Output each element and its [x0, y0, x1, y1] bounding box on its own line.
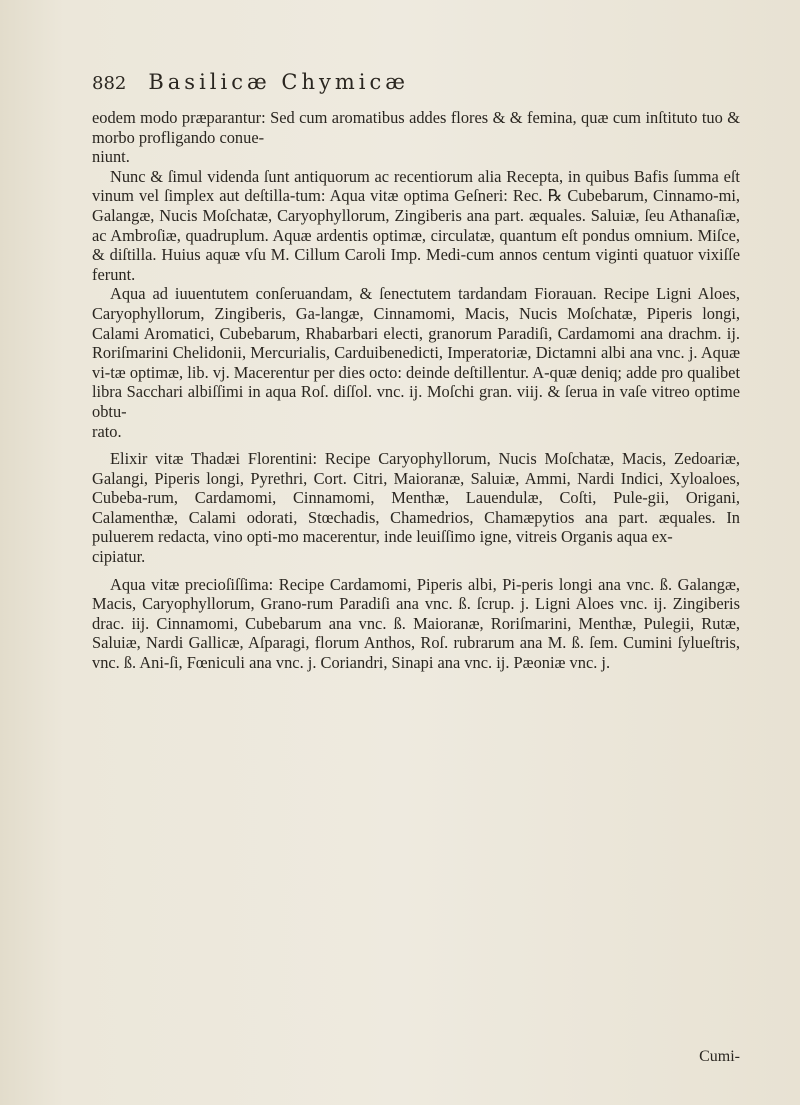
running-title: Basilicæ Chymicæ — [148, 70, 409, 94]
paragraph: Elixir vitæ Thadæi Florentini: Recipe Caryophyllorum, Nucis Moſchatæ, Macis, Zedoariæ, Galangi, Piperis longi, Pyrethri, Cort. Citri, Maioranæ, Saluiæ, Ammi, Nardi Indici, Xyloaloes, Cubeba-rum, Cardamomi, Cinnamomi, Menthæ, Lauendulæ, Coſti, Pule-gii, Origani, Calamenthæ, Calami odorati, Stœchadis, Chamedrios, Chamæpytios ana part. æquales. In puluerem redacta, vino opti-mo macerentur, inde leuiſſimo igne, vitreis Organis aqua ex- — [92, 449, 740, 547]
catchword: Cumi- — [699, 1048, 740, 1065]
paragraph: niunt. — [92, 147, 130, 167]
body-text — [92, 108, 740, 673]
running-header — [92, 70, 742, 94]
paragraph: Nunc & ſimul videnda ſunt antiquorum ac recentiorum alia Recepta, in quibus Bafis ſumma eſt vinum vel ſimplex aut deſtilla-tum: Aqua vitæ optima Geſneri: Rec. ℞ Cubebarum, Cinnamo-mi, Galangæ, Nucis Moſchatæ, Caryophyllorum, Zingiberis ana part. æquales. Saluiæ, ſeu Athanaſiæ, ac Ambroſiæ, quadruplum. Aquæ ardentis optimæ, circulatæ, quantum eſt pondus omnium. Miſce, & diſtilla. Huius aquæ vſu M. Cillum Caroli Imp. Medi-cum annos centum viginti quatuor vixiſſe ferunt. — [92, 166, 740, 284]
paragraph: cipiatur. — [92, 547, 146, 567]
paragraph: Aqua ad iuuentutem conſeruandam, & ſenectutem tardandam Fiorauan. Recipe Ligni Aloes, Caryophyllorum, Zingiberis, Ga-langæ, Cinnamomi, Macis, Nucis Moſchatæ, Piperis longi, Calami Aromatici, Cubebarum, Rhabarbari electi, granorum Paradiſi, Cardamomi ana drachm. ij. Roriſmarini Chelidonii, Mercurialis, Carduibenedicti, Imperatoriæ, Dictamni albi ana vnc. j. Aquæ vi-tæ optimæ, lib. vj. Macerentur per dies octo: deinde deſtillentur. A-quæ deniq; adde pro qualibet libra Sacchari albiſſimi in aqua Roſ. diſſol. vnc. ij. Moſchi gran. viij. & ſerua in vaſe vitreo optime obtu- — [92, 284, 740, 421]
page-number: 882 — [92, 73, 127, 94]
paragraph: Aqua vitæ precioſiſſima: Recipe Cardamomi, Piperis albi, Pi-peris longi ana vnc. ß. Galangæ, Macis, Caryophyllorum, Grano-rum Paradiſi ana vnc. ß. ſcrup. j. Ligni Aloes vnc. ij. Zingiberis drac. iij. Cinnamomi, Cubebarum ana vnc. ß. Maioranæ, Roriſmarini, Menthæ, Pulegii, Rutæ, Saluiæ, Nardi Gallicæ, Aſparagi, florum Anthos, Roſ. rubrarum ana M. ß. ſem. Cumini ſylueſtris, vnc. ß. Ani-ſi, Fœniculi ana vnc. j. Coriandri, Sinapi ana vnc. ij. Pæoniæ vnc. j. — [92, 574, 740, 673]
paragraph: eodem modo præparantur: Sed cum aromatibus addes flores & & femina, quæ cum inſtituto tuo & morbo profligando conue- — [92, 108, 740, 147]
paragraph: rato. — [92, 421, 122, 441]
